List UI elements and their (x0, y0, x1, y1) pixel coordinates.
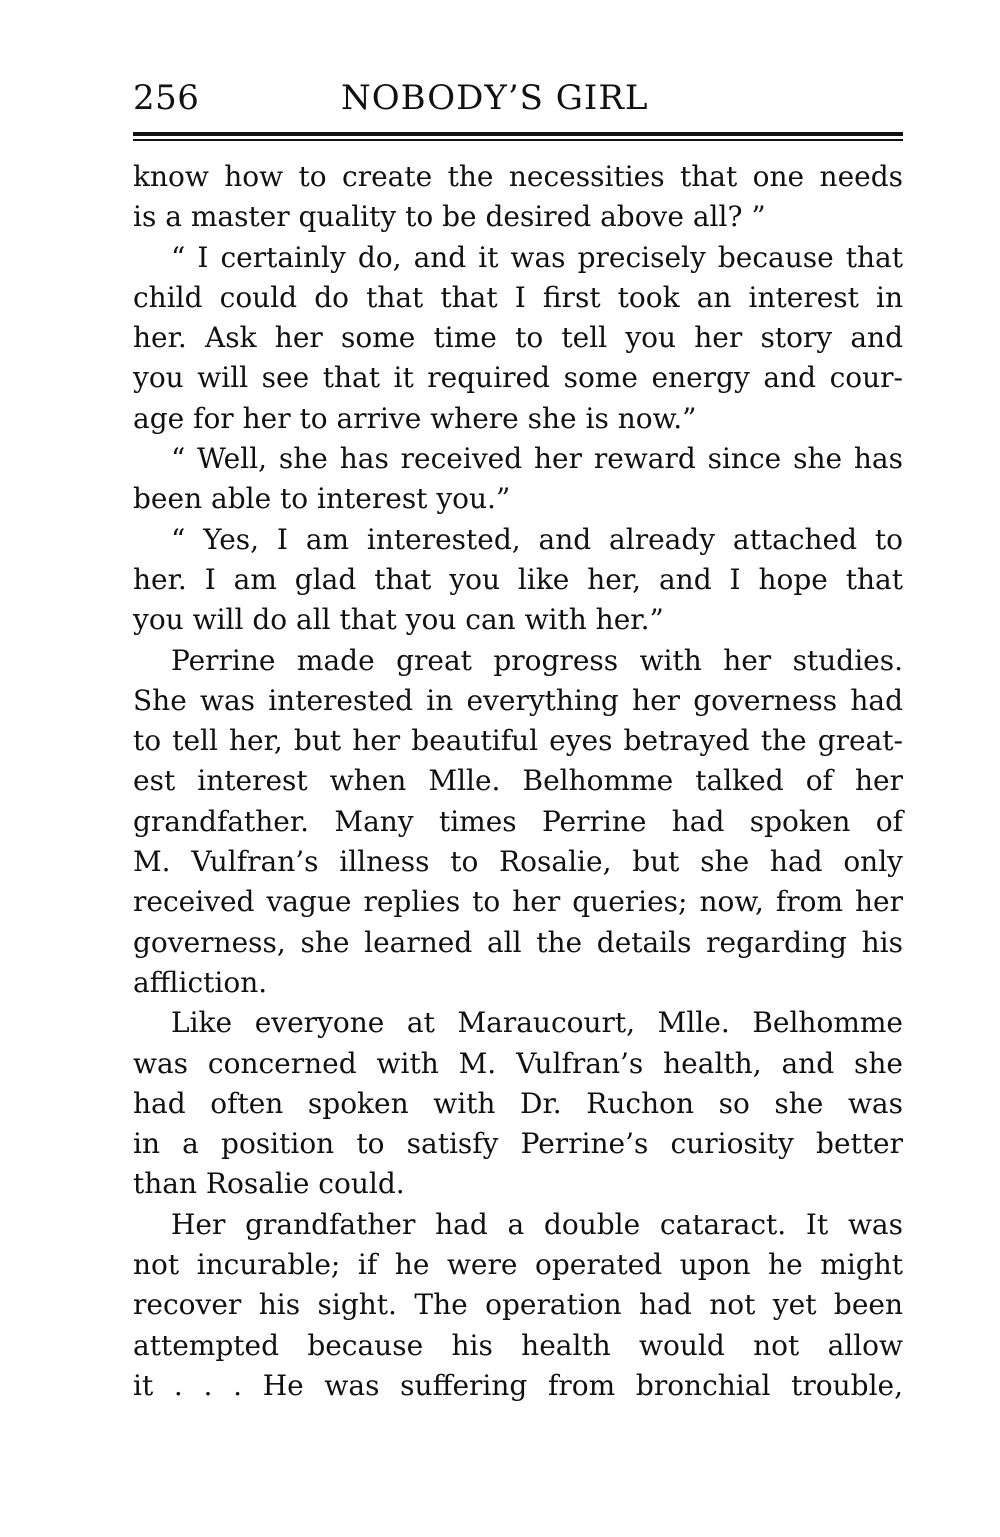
text-line: in a position to satisfy Perrine’s curiosity better (133, 1127, 903, 1161)
text-line: is a master quality to be desired above all? ” (133, 200, 766, 234)
text-line: age for her to arrive where she is now.” (133, 401, 697, 435)
text-line: than Rosalie could. (133, 1167, 405, 1201)
text-line: received vague replies to her queries; now, from her (133, 885, 903, 919)
text-line: her. Ask her some time to tell you her story and (133, 321, 903, 355)
text-line: had often spoken with Dr. Ruchon so she was (133, 1086, 903, 1120)
text-line: M. Vulfran’s illness to Rosalie, but she had only (133, 845, 903, 879)
text-line: child could do that that I first took an interest in (133, 280, 903, 314)
book-page (133, 78, 903, 1406)
header-rule-thin (133, 139, 903, 141)
text-line: Like everyone at Maraucourt, Mlle. Belhomme (171, 1006, 903, 1040)
text-line: was concerned with M. Vulfran’s health, and she (133, 1046, 903, 1080)
text-line: her. I am glad that you like her, and I hope that (133, 562, 903, 596)
text-line: est interest when Mlle. Belhomme talked of her (133, 764, 903, 798)
text-line: Her grandfather had a double cataract. It was (171, 1207, 903, 1241)
text-line: you will do all that you can with her.” (133, 603, 664, 637)
text-line: recover his sight. The operation had not yet been (133, 1288, 903, 1322)
text-line: grandfather. Many times Perrine had spoken of (133, 804, 903, 838)
text-line: “ Yes, I am interested, and already attached to (171, 522, 903, 556)
page-number: 256 (133, 78, 200, 118)
running-title: NOBODY’S GIRL (341, 78, 649, 118)
text-line: governess, she learned all the details regarding his (133, 925, 903, 959)
text-line: to tell her, but her beautiful eyes betrayed the great- (133, 724, 903, 758)
text-line: affliction. (133, 965, 268, 999)
body-text (133, 157, 903, 1406)
header-rule-thick (133, 132, 903, 136)
text-line: you will see that it required some energy and cour- (133, 361, 903, 395)
text-line: Perrine made great progress with her studies. (171, 643, 903, 677)
text-line: “ Well, she has received her reward since she has (171, 442, 903, 476)
text-line: not incurable; if he were operated upon he might (133, 1248, 903, 1282)
text-line: know how to create the necessities that one needs (133, 160, 903, 193)
text-line: attempted because his health would not allow (133, 1328, 903, 1362)
text-line: “ I certainly do, and it was precisely because that (171, 240, 903, 274)
text-line: it . . . He was suffering from bronchial trouble, (133, 1368, 903, 1402)
text-line: been able to interest you.” (133, 482, 511, 516)
text-line: She was interested in everything her governess had (133, 683, 903, 717)
page-header (133, 78, 903, 128)
